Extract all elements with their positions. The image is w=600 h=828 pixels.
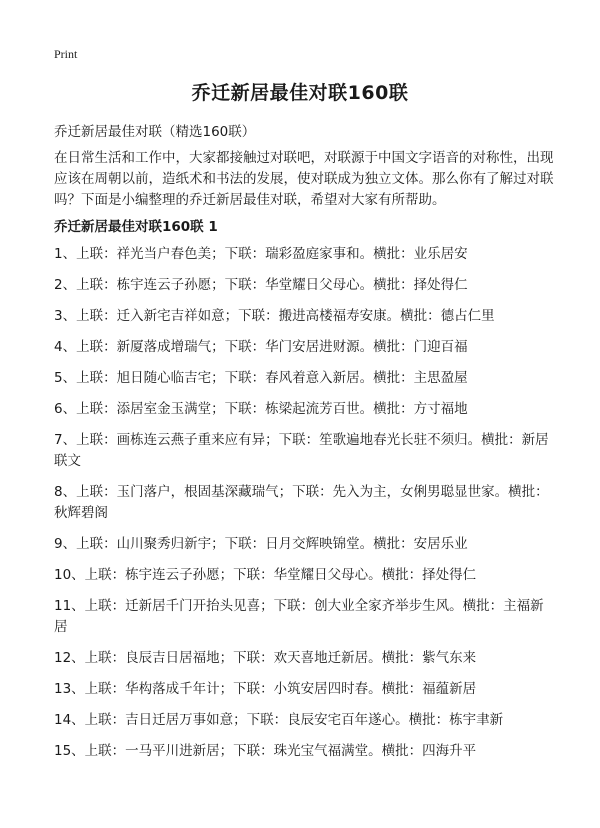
document-title: 乔迁新居最佳对联160联: [191, 82, 409, 104]
document-subtitle: 乔迁新居最佳对联（精选160联）: [54, 124, 256, 140]
couplet-list: [54, 244, 554, 772]
couplet-item: 4、上联：新厦落成增瑞气；下联：华门安居进财源。横批：门迎百福: [54, 339, 468, 355]
couplet-item: 13、上联：华构落成千年计；下联：小筑安居四时春。横批：福蕴新居: [54, 681, 477, 697]
couplet-item: 1、上联：祥光当户春色美；下联：瑞彩盈庭家事和。横批：业乐居安: [54, 246, 468, 262]
couplet-item: 7、上联：画栋连云燕子重来应有异；下联：笙歌遍地春光长驻不须归。横批：新居联文: [54, 432, 549, 469]
couplet-item: 12、上联：良辰吉日居福地；下联：欢天喜地迁新居。横批：紫气东来: [54, 650, 477, 666]
couplet-item: 5、上联：旭日随心临吉宅；下联：春风着意入新居。横批：主思盈屋: [54, 370, 468, 386]
intro-paragraph: 在日常生活和工作中，大家都接触过对联吧，对联源于中国文字语音的对称性，出现应该在周朝以前，造纸术和书法的发展，使对联成为独立文体。那么你有了解过对联吗？下面是小编整理的乔迁新居最佳对联，希望对大家有所帮助。: [54, 150, 554, 208]
couplet-item: 10、上联：栋宇连云子孙愿；下联：华堂耀日父母心。横批：择处得仁: [54, 567, 477, 583]
couplet-item: 9、上联：山川聚秀归新宇；下联：日月交辉映锦堂。横批：安居乐业: [54, 536, 468, 552]
couplet-item: 3、上联：迁入新宅吉祥如意；下联：搬进高楼福寿安康。横批：德占仁里: [54, 308, 495, 324]
print-label: Print: [54, 47, 78, 61]
couplet-item: 8、上联：玉门落户，根固基深藏瑞气；下联：先入为主，女俐男聪显世家。横批：秋辉碧阁: [54, 484, 549, 521]
couplet-item: 2、上联：栋宇连云子孙愿；下联：华堂耀日父母心。横批：择处得仁: [54, 277, 468, 293]
couplet-item: 15、上联：一马平川进新居；下联：珠光宝气福满堂。横批：四海升平: [54, 743, 477, 759]
section-heading: 乔迁新居最佳对联160联 1: [54, 219, 218, 235]
couplet-item: 14、上联：吉日迁居万事如意；下联：良辰安宅百年遂心。横批：栋宇聿新: [54, 712, 504, 728]
couplet-item: 6、上联：添居室金玉满堂；下联：栋梁起流芳百世。横批：方寸福地: [54, 401, 468, 417]
couplet-item: 11、上联：迁新居千门开抬头见喜；下联：创大业全家齐举步生风。横批：主福新居: [54, 598, 544, 635]
